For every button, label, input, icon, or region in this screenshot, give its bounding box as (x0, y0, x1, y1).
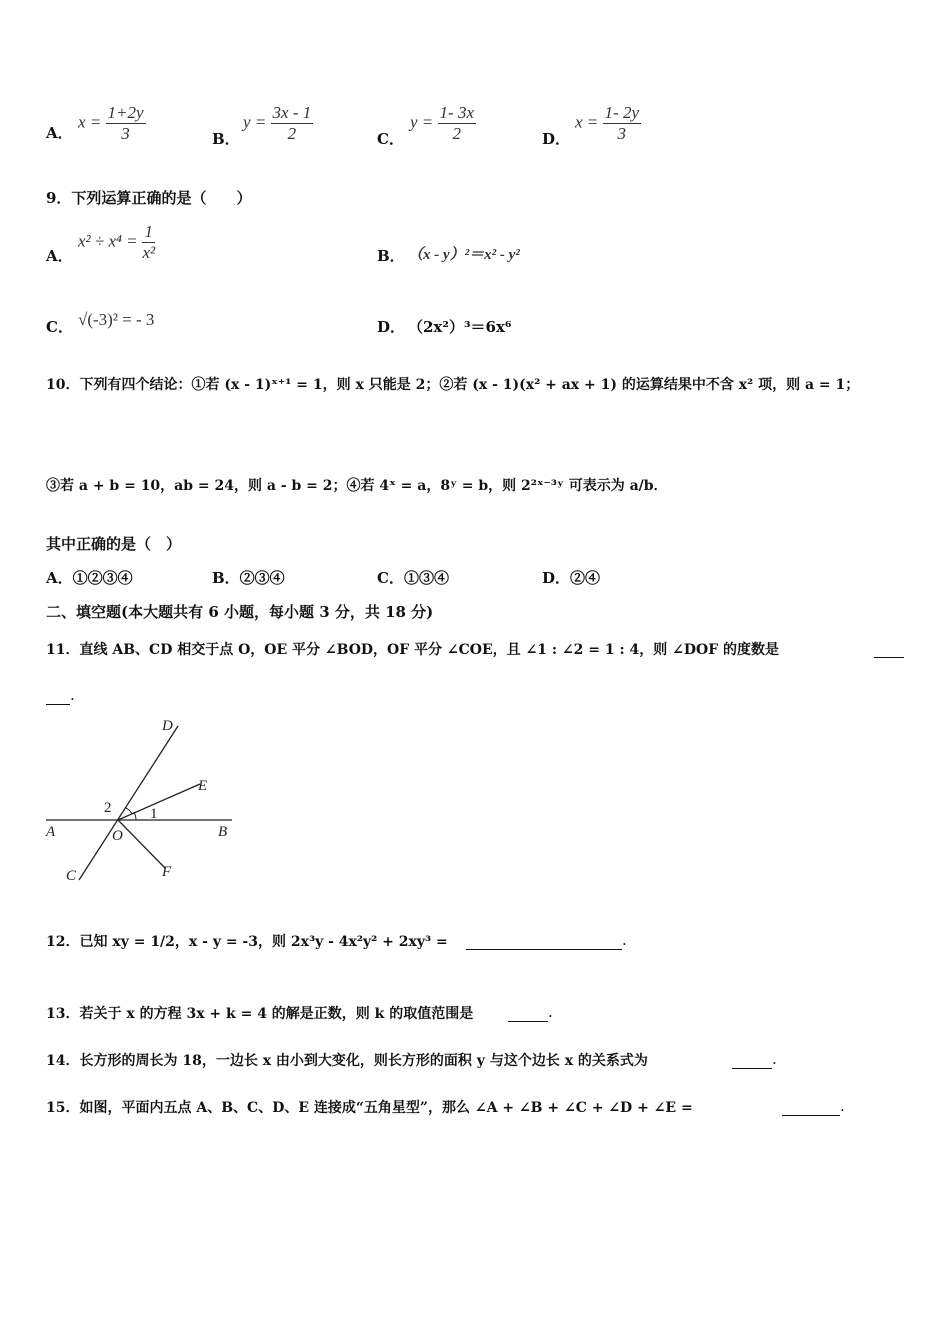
q13-tail: . (548, 1003, 553, 1021)
q13-answer-blank (508, 1003, 553, 1022)
label-f: F (162, 864, 172, 880)
q10-option-a: A．①②③④ (46, 569, 133, 587)
q12-tail: . (622, 931, 627, 949)
ray-oe (118, 784, 200, 820)
section-2-heading: 二、填空题(本大题共有 6 小题，每小题 3 分，共 18 分) (46, 603, 434, 621)
label-1: 1 (150, 806, 158, 822)
q8-c-expr: y = $\frac{1- 3x}{2}$ (410, 103, 474, 143)
q11-text: 11．直线 AB、CD 相交于点 O，OE 平分 ∠BOD，OF 平分 ∠COE，且 ∠1 : ∠2 = 1 : 4，则 ∠DOF 的度数是 (46, 642, 780, 658)
q8-option-c-label: C． (377, 130, 404, 148)
ray-of (118, 820, 165, 868)
q10-option-c: C．①③④ (377, 569, 449, 587)
angle-1-arc (134, 812, 136, 820)
q10-ask: 其中正确的是（ ） (46, 535, 182, 553)
q10-line2: ③若 a + b = 10，ab = 24，则 a - b = 2；④若 4ˣ = a，8ʸ = b，则 2²ˣ⁻³ʸ 可表示为 a/b． (46, 478, 668, 494)
q8-a-frac: $\frac{1+2y}{3}$ (107, 103, 144, 143)
q10-option-d: D．②④ (542, 569, 601, 587)
q9-d-expr: （2x²）³＝6x⁶ (408, 318, 512, 336)
label-a: A (46, 824, 56, 840)
q9-d-label: D． (377, 318, 406, 336)
q15-tail: . (840, 1097, 845, 1115)
q11-answer-blank (46, 686, 75, 705)
q9-c-expr: √(-3)² = - 3 (78, 310, 155, 329)
q10-option-b: B．②③④ (212, 569, 285, 587)
q9-a-label: A． (46, 247, 73, 265)
q8-option-a: A． (46, 124, 73, 142)
q8-a-expr: x = $\frac{1+2y}{3}$ (78, 103, 144, 143)
q9-stem: 9．下列运算正确的是（ ） (46, 189, 252, 207)
q14-text: 14．长方形的周长为 18，一边长 x 由小到大变化，则长方形的面积 y 与这个边长 x 的关系式为 (46, 1053, 648, 1069)
angle-2-arc (126, 808, 132, 814)
q11-figure (42, 712, 242, 887)
q15-answer-blank (782, 1097, 845, 1116)
q13-text: 13．若关于 x 的方程 3x + k = 4 的解是正数，则 k 的取值范围是 (46, 1006, 474, 1022)
q14-tail: . (772, 1050, 777, 1068)
q12-text: 12．已知 xy = 1/2，x - y = -3，则 2x³y - 4x²y² + 2xy³ = (46, 934, 448, 950)
q8-option-d-label: D． (542, 130, 571, 148)
label-c: C (66, 868, 77, 884)
q8-d-expr: x = $\frac{1- 2y}{3}$ (575, 103, 639, 143)
q9-c-label: C． (46, 318, 73, 336)
label-b: B (218, 824, 228, 840)
q8-b-expr: y = $\frac{3x - 1}{2}$ (243, 103, 312, 143)
q8-option-b-label: B． (212, 130, 240, 148)
line-cd (79, 726, 178, 880)
q9-b-label: B． (377, 247, 405, 265)
q9-a-expr: x² ÷ x⁴ = $\frac{1}{\text{x²}}$ (78, 222, 156, 262)
q9-b-expr: （x - y）²＝x² - y² (408, 247, 520, 263)
q14-answer-blank (732, 1050, 777, 1069)
q11-tail: . (70, 686, 75, 704)
q12-answer-blank (466, 931, 627, 950)
q11-blank-end (874, 639, 904, 658)
label-o: O (112, 828, 123, 844)
q10-line1: 10．下列有四个结论：①若 (x - 1)ˣ⁺¹ = 1，则 x 只能是 2；②若 (x - 1)(x² + ax + 1) 的运算结果中不含 x² 项，则 a = 1； (46, 377, 860, 393)
label-e: E (198, 778, 208, 794)
q15-text: 15．如图，平面内五点 A、B、C、D、E 连接成“五角星型”，那么 ∠A + ∠B + ∠C + ∠D + ∠E = (46, 1100, 693, 1116)
label-d: D (162, 718, 173, 734)
label-2: 2 (104, 800, 112, 816)
